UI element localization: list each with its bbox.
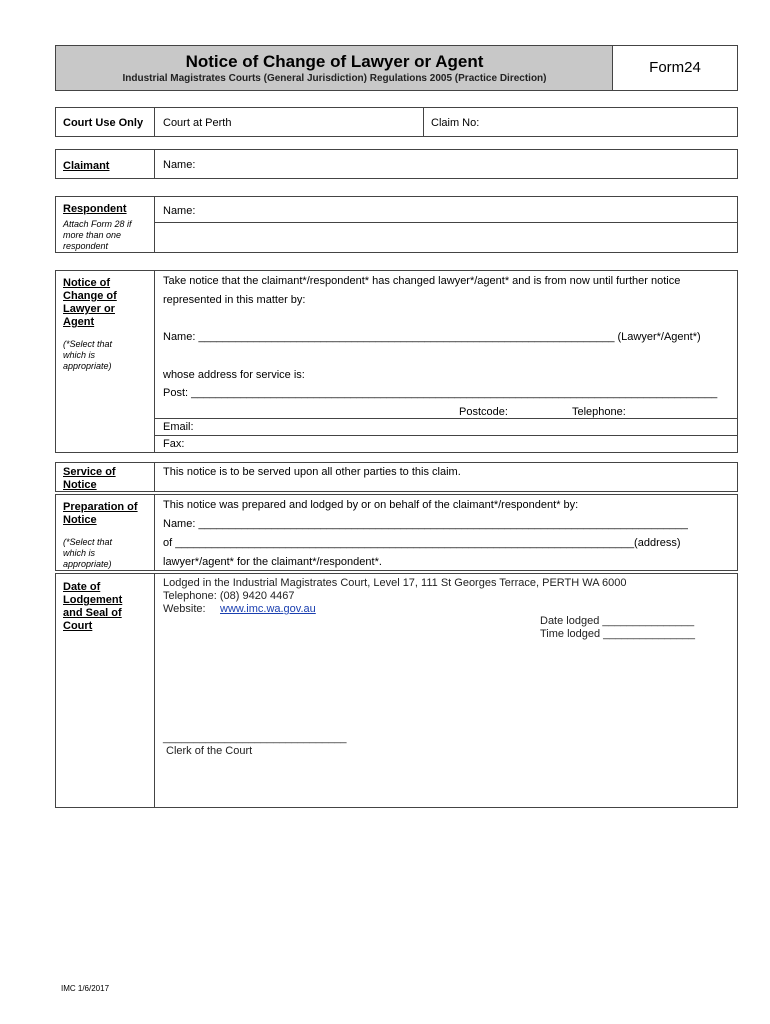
claim-no-field[interactable]: Claim No: [431,117,480,129]
preparation-text: This notice was prepared and lodged by or on behalf of the claimant*/respondent* by: [163,499,579,511]
preparation-note: (*Select that which is appropriate) [63,537,113,569]
notice-text-2: represented in this matter by: [163,294,306,306]
preparation-section [55,494,738,571]
respondent-label: Respondent [63,203,127,215]
post-address-field[interactable]: Post: ______________________________________________________________________________________ [163,387,718,399]
website-label: Website: [163,603,206,615]
clerk-signature-line[interactable]: ______________________________ [163,732,347,744]
court-use-label: Court Use Only [63,117,144,129]
claimant-name-field[interactable]: Name: [163,159,196,171]
lawyer-name-field[interactable]: Name: ____________________________________________________________________ (Lawyer*/Agent*) [163,331,701,343]
preparer-address-field[interactable]: of ___________________________________________________________________________(address) [163,537,681,549]
form-number: Form24 [649,59,701,76]
notice-change-note: (*Select that which is appropriate) [63,339,113,371]
lodgement-label: Date of Lodgement and Seal of Court [63,581,123,632]
clerk-label: Clerk of the Court [166,745,253,757]
notice-change-section [55,270,738,453]
email-field[interactable]: Email: [163,421,194,433]
claimant-label: Claimant [63,160,110,172]
form-header [55,45,738,91]
page-subtitle: Industrial Magistrates Courts (General Jurisdiction) Regulations 2005 (Practice Direction) [122,73,547,84]
form-version: IMC 1/6/2017 [61,984,110,993]
postcode-field[interactable]: Postcode: [459,406,508,418]
preparation-label: Preparation of Notice [63,501,138,526]
telephone-field[interactable]: Telephone: [572,406,626,418]
date-lodged-field[interactable]: Date lodged _______________ [540,615,695,627]
time-lodged-field[interactable]: Time lodged _______________ [540,628,695,640]
notice-text: Take notice that the claimant*/respondent* has changed lawyer*/agent* and is from now until further notice [163,275,681,287]
fax-field[interactable]: Fax: [163,438,185,450]
preparer-name-field[interactable]: Name: ________________________________________________________________________________ [163,518,688,530]
website-link[interactable]: www.imc.wa.gov.au [220,603,316,615]
service-label: Service of Notice [63,466,116,491]
service-text: This notice is to be served upon all other parties to this claim. [163,466,461,478]
court-use-section [55,107,738,137]
respondent-note: Attach Form 28 if more than one respondent [63,219,132,251]
lodgement-section [55,573,738,808]
service-section [55,462,738,492]
address-for-service-text: whose address for service is: [163,369,305,381]
claimant-section [55,149,738,179]
respondent-name-field[interactable]: Name: [163,205,196,217]
notice-change-label: Notice of Change of Lawyer or Agent [63,277,117,328]
court-location: Court at Perth [163,117,232,129]
respondent-section [55,196,738,253]
page-title: Notice of Change of Lawyer or Agent [185,52,484,71]
court-address: Lodged in the Industrial Magistrates Court, Level 17, 111 St Georges Terrace, PERTH WA 6000 [163,577,627,589]
preparer-role-text: lawyer*/agent* for the claimant*/respondent*. [163,556,382,568]
court-telephone: Telephone: (08) 9420 4467 [163,590,295,602]
header-title-panel [56,46,613,90]
